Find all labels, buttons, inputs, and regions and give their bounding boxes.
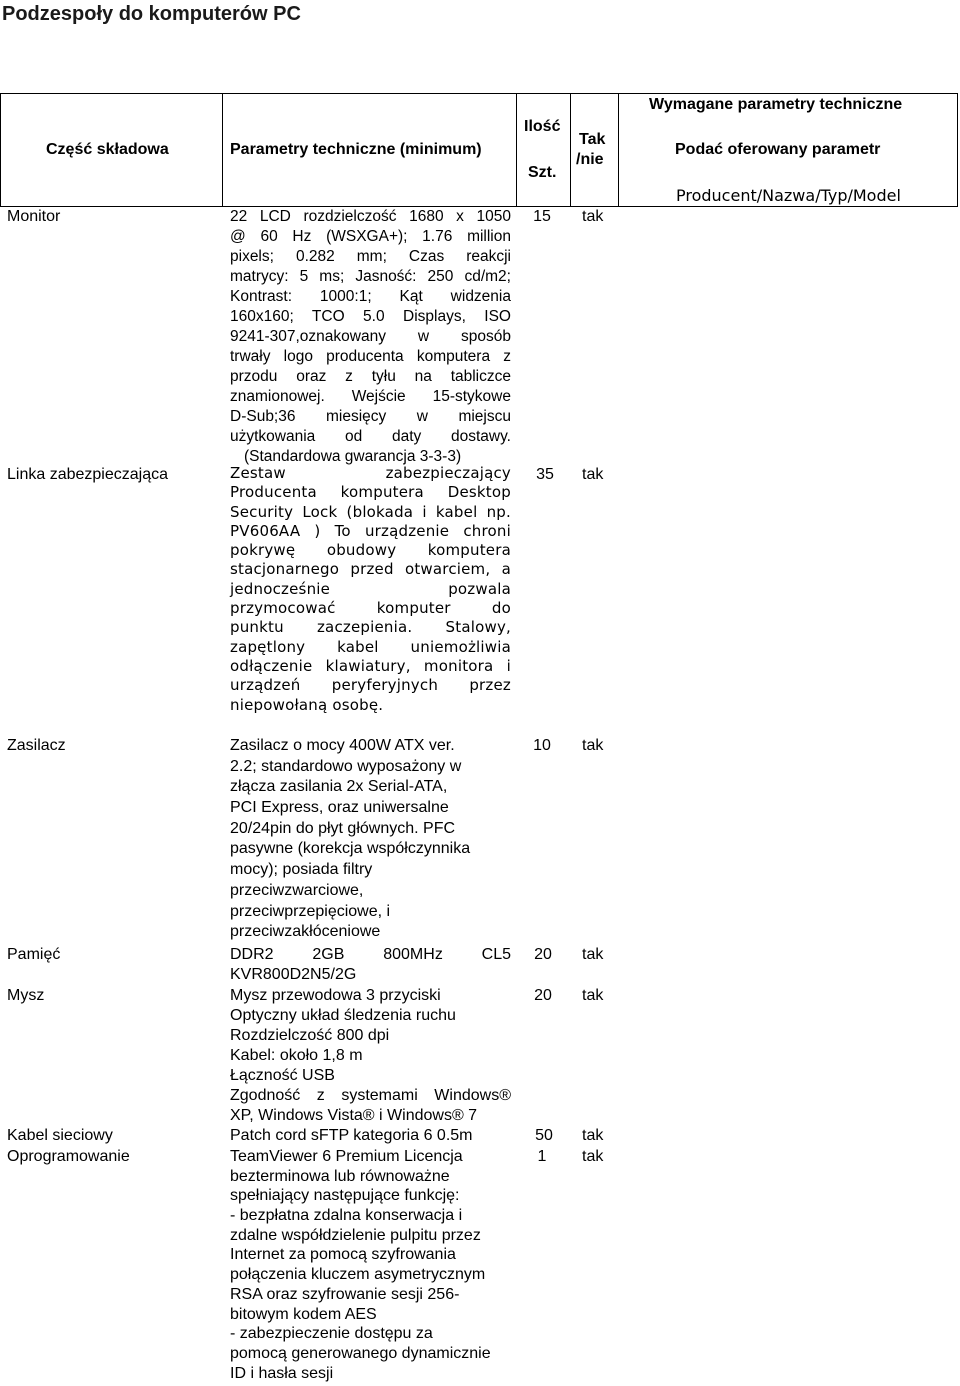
params-line: (Standardowa gwarancja 3-3-3): [244, 448, 462, 465]
params-line: Internet za pomocą szyfrowania: [230, 1246, 456, 1264]
params-line: przeciwprzepięciowe, i: [230, 902, 391, 920]
params-line: urządzeń peryferyjnych przez: [230, 676, 511, 695]
row-monitor-yesno: tak: [582, 208, 604, 225]
row-monitor-component: Monitor: [7, 208, 61, 225]
params-line: pokrywę obudowy komputera: [230, 541, 511, 560]
header-qty-line1: Ilość: [524, 118, 561, 135]
params-line: znamionowej. Wejście 15-stykowe: [230, 388, 511, 405]
params-line: jednocześnie pozwala: [230, 579, 511, 598]
row-lock-component: Linka zabezpieczająca: [7, 466, 168, 483]
params-line: - bezpłatna zdalna konserwacja i: [230, 1207, 463, 1225]
header-yesno-line2: /nie: [576, 151, 604, 168]
row-mouse-params: [230, 986, 511, 1126]
params-line: 9241-307,oznakowany w sposób: [230, 328, 511, 345]
params-line: 2.2; standardowo wyposażony w: [230, 757, 462, 775]
row-cable-qty: 50: [535, 1127, 553, 1144]
params-line: Optyczny układ śledzenia ruchu: [230, 1007, 456, 1024]
row-psu-params: [230, 736, 492, 943]
params-line: odłączenie klawiatury, monitora i: [230, 656, 511, 675]
row-software-params: [230, 1147, 511, 1383]
row-cable-yesno: tak: [582, 1127, 604, 1144]
params-line: stacjonarnego przed otwarciem, a: [230, 560, 511, 579]
params-line: Zasilacz o mocy 400W ATX ver.: [230, 737, 455, 754]
params-line: przymocować komputer do: [230, 599, 511, 618]
row-ram-params: [230, 945, 511, 985]
params-line: Zestaw zabezpieczający: [230, 464, 511, 482]
row-mouse-component: Mysz: [7, 987, 45, 1004]
params-line: DDR2 2GB 800MHz CL5: [230, 946, 511, 963]
params-line: mocy); posiada filtry: [230, 861, 373, 879]
params-line: zapętlony kabel uniemożliwia: [230, 637, 511, 656]
params-line: Security Lock (blokada i kabel np.: [230, 502, 511, 521]
params-line: KVR800D2N5/2G: [230, 966, 357, 983]
params-line: Zgodność z systemami Windows®: [230, 1087, 511, 1104]
row-lock-qty: 35: [536, 466, 554, 483]
params-line: pomocą generowanego dynamicznie: [230, 1344, 491, 1362]
params-line: przeciwzakłóceniowe: [230, 923, 381, 941]
params-line: XP, Windows Vista® i Windows® 7: [230, 1107, 478, 1124]
row-mouse-yesno: tak: [582, 987, 604, 1004]
params-line: Mysz przewodowa 3 przyciski: [230, 987, 441, 1004]
header-component: Część składowa: [46, 141, 169, 158]
row-cable-params: Patch cord sFTP kategoria 6 0.5m: [230, 1127, 473, 1144]
params-line: zdalne współdzielenie pulpitu przez: [230, 1226, 481, 1244]
row-software-component: Oprogramowanie: [7, 1148, 130, 1165]
params-line: przeciwzwarciowe,: [230, 881, 364, 899]
table-top-border: [0, 93, 957, 94]
params-line: PV606AA ) To urządzenie chroni: [230, 521, 511, 540]
params-line: złącza zasilania 2x Serial-ATA,: [230, 778, 448, 796]
column-divider-2: [516, 93, 517, 207]
column-divider-4: [618, 93, 619, 207]
params-line: pixels; 0.282 mm; Czas reakcji: [230, 248, 511, 265]
row-psu-component: Zasilacz: [7, 737, 66, 754]
params-line: Kontrast: 1000:1; Kąt widzenia: [230, 288, 511, 305]
header-offered-title: Podać oferowany parametr: [675, 141, 881, 158]
params-line: Rozdzielczość 800 dpi: [230, 1027, 390, 1044]
params-line: RSA oraz szyfrowanie sesji 256-: [230, 1285, 460, 1303]
params-line: D-Sub;36 miesięcy w miejscu: [230, 408, 511, 425]
params-line: bitowym kodem AES: [230, 1305, 377, 1323]
row-software-yesno: tak: [582, 1148, 604, 1165]
column-divider-3: [570, 93, 571, 207]
params-line: 160x160; TCO 5.0 Displays, ISO: [230, 308, 511, 325]
params-line: bezterminowa lub równoważne: [230, 1167, 450, 1185]
header-qty-line2: Szt.: [528, 164, 557, 181]
row-mouse-qty: 20: [534, 987, 552, 1004]
params-line: TeamViewer 6 Premium Licencja: [230, 1148, 463, 1165]
table-left-border: [0, 93, 1, 207]
params-line: ID i hasła sesji: [230, 1364, 334, 1382]
row-lock-params: [230, 464, 511, 715]
row-lock-yesno: tak: [582, 466, 604, 483]
params-line: spełniający następujące funkcję:: [230, 1187, 460, 1205]
params-line: matrycy: 5 ms; Jasność: 250 cd/m2;: [230, 268, 511, 285]
params-line: niepowołaną osobę.: [230, 695, 384, 714]
params-line: - zabezpieczenie dostępu za: [230, 1325, 433, 1343]
row-monitor-params: [230, 207, 511, 467]
row-cable-component: Kabel sieciowy: [7, 1127, 113, 1144]
row-ram-qty: 20: [534, 946, 552, 963]
page-title: Podzespoły do komputerów PC: [2, 3, 301, 25]
params-line: Kabel: około 1,8 m: [230, 1047, 363, 1064]
header-yesno-line1: Tak: [579, 131, 606, 148]
params-line: użytkowania od daty dostawy.: [230, 428, 511, 445]
params-line: pasywne (korekcja współczynnika: [230, 840, 471, 858]
params-line: @ 60 Hz (WSXGA+); 1.76 million: [230, 228, 511, 245]
params-line: połączenia kluczem asymetrycznym: [230, 1266, 486, 1284]
row-software-qty: 1: [537, 1148, 547, 1165]
params-line: punktu zaczepienia. Stalowy,: [230, 618, 511, 637]
row-monitor-qty: 15: [533, 208, 551, 225]
row-psu-yesno: tak: [582, 737, 604, 754]
table-right-border: [957, 93, 958, 207]
row-ram-yesno: tak: [582, 946, 604, 963]
header-offered-sub: Producent/Nazwa/Typ/Model: [676, 186, 901, 205]
params-line: trwały logo producenta komputera z: [230, 348, 511, 365]
column-divider-1: [222, 93, 223, 207]
params-line: Łączność USB: [230, 1067, 335, 1084]
row-psu-qty: 10: [533, 737, 551, 754]
header-params: Parametry techniczne (minimum): [230, 141, 482, 158]
params-line: PCI Express, oraz uniwersalne: [230, 799, 449, 817]
params-line: przodu oraz z tyłu na tabliczce: [230, 368, 511, 385]
header-required-title: Wymagane parametry techniczne: [649, 96, 903, 113]
params-line: 22 LCD rozdzielczość 1680 x 1050: [230, 208, 511, 225]
params-line: 20/24pin do płyt głównych. PFC: [230, 819, 456, 837]
row-ram-component: Pamięć: [7, 946, 61, 963]
params-line: Producenta komputera Desktop: [230, 483, 511, 502]
